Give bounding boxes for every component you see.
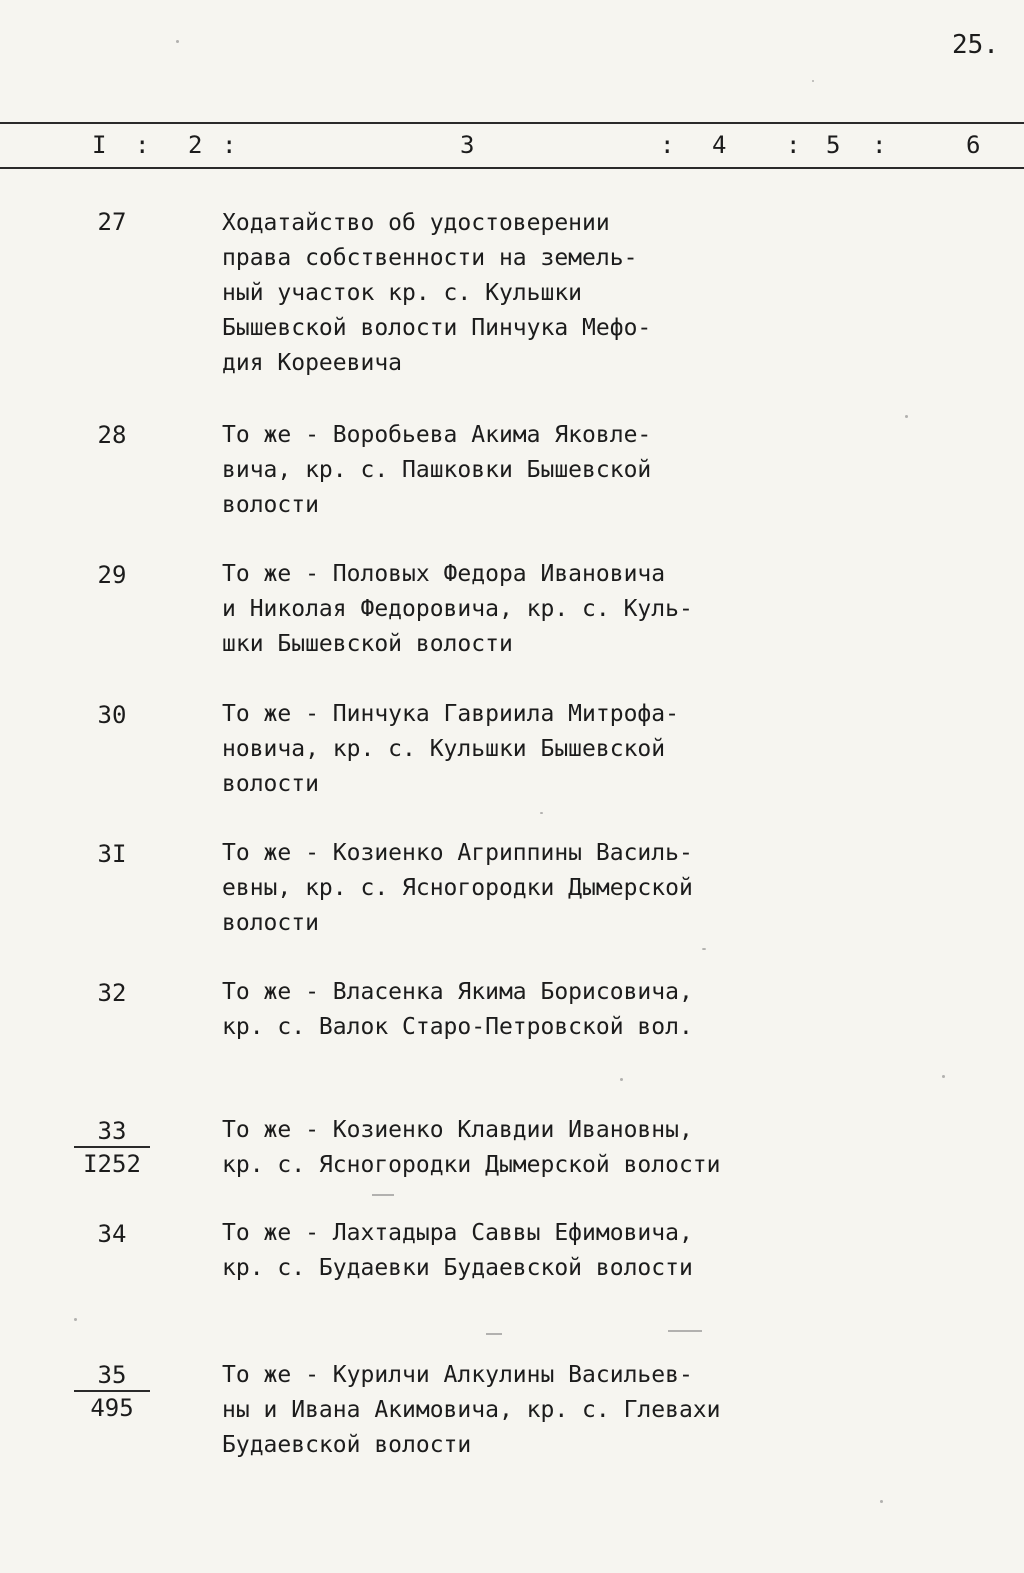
row-description: То же - Половых Федора Ивановича и Николая Федоровича, кр. с. Куль- шки Бышевской волости [222,561,693,657]
row-number: 28 [97,421,127,449]
column-header-5: 5 [826,131,841,159]
column-header-2: 2 [188,131,203,159]
row-number: 32 [97,979,127,1007]
page-number: 25. [952,30,999,60]
scan-speck [176,40,179,43]
row-description: То же - Власенка Якима Борисовича, кр. с. Валок Старо-Петровской вол. [222,979,693,1040]
row-number: 30 [97,701,127,729]
row-number: 33 [97,1117,127,1145]
scan-speck [942,1075,945,1078]
row-number-fraction [62,1116,162,1180]
table-header-rule-bottom [0,167,1024,169]
scan-speck [880,1500,883,1503]
row-description: Ходатайство об удостоверении права собственности на земель- ный участок кр. с. Кульшки Бышевской волости Пинчука Мефо- дия Кореевича [222,210,652,376]
scan-speck [74,1318,77,1321]
scan-speck [668,1330,702,1332]
row-description: То же - Козиенко Клавдии Ивановны, кр. с. Ясногородки Дымерской волости [222,1117,721,1178]
column-header-1: I [92,131,107,159]
column-header-3: 3 [460,131,475,159]
column-separator: : [135,131,150,159]
row-denominator: 495 [90,1394,134,1422]
column-header-4: 4 [712,131,727,159]
column-separator: : [872,131,887,159]
scan-speck [486,1333,502,1335]
scan-speck [540,812,543,814]
scan-speck [620,1078,623,1081]
table-header-rule-top [0,122,1024,124]
row-number: 27 [97,208,127,236]
row-number: 29 [97,561,127,589]
row-number: 35 [97,1361,127,1389]
row-description: То же - Лахтадыра Саввы Ефимовича, кр. с. Будаевки Будаевской волости [222,1220,693,1281]
row-denominator: I252 [83,1150,141,1178]
scan-speck [372,1194,394,1196]
row-number-fraction [62,1360,162,1424]
column-separator: : [222,131,237,159]
row-description: То же - Воробьева Акима Яковле- вича, кр. с. Пашковки Бышевской волости [222,422,652,518]
column-separator: : [786,131,801,159]
scan-speck [812,80,814,82]
row-description: То же - Курилчи Алкулины Васильев- ны и Ивана Акимовича, кр. с. Глевахи Будаевской волости [222,1362,721,1458]
row-number: 34 [97,1220,127,1248]
row-number: 3I [97,840,127,868]
row-description: То же - Пинчука Гавриила Митрофа- новича, кр. с. Кульшки Бышевской волости [222,701,679,797]
row-description: То же - Козиенко Агриппины Василь- евны, кр. с. Ясногородки Дымерской волости [222,840,693,936]
column-header-6: 6 [966,131,981,159]
scan-speck [702,948,706,950]
scan-speck [905,415,908,418]
column-separator: : [660,131,675,159]
